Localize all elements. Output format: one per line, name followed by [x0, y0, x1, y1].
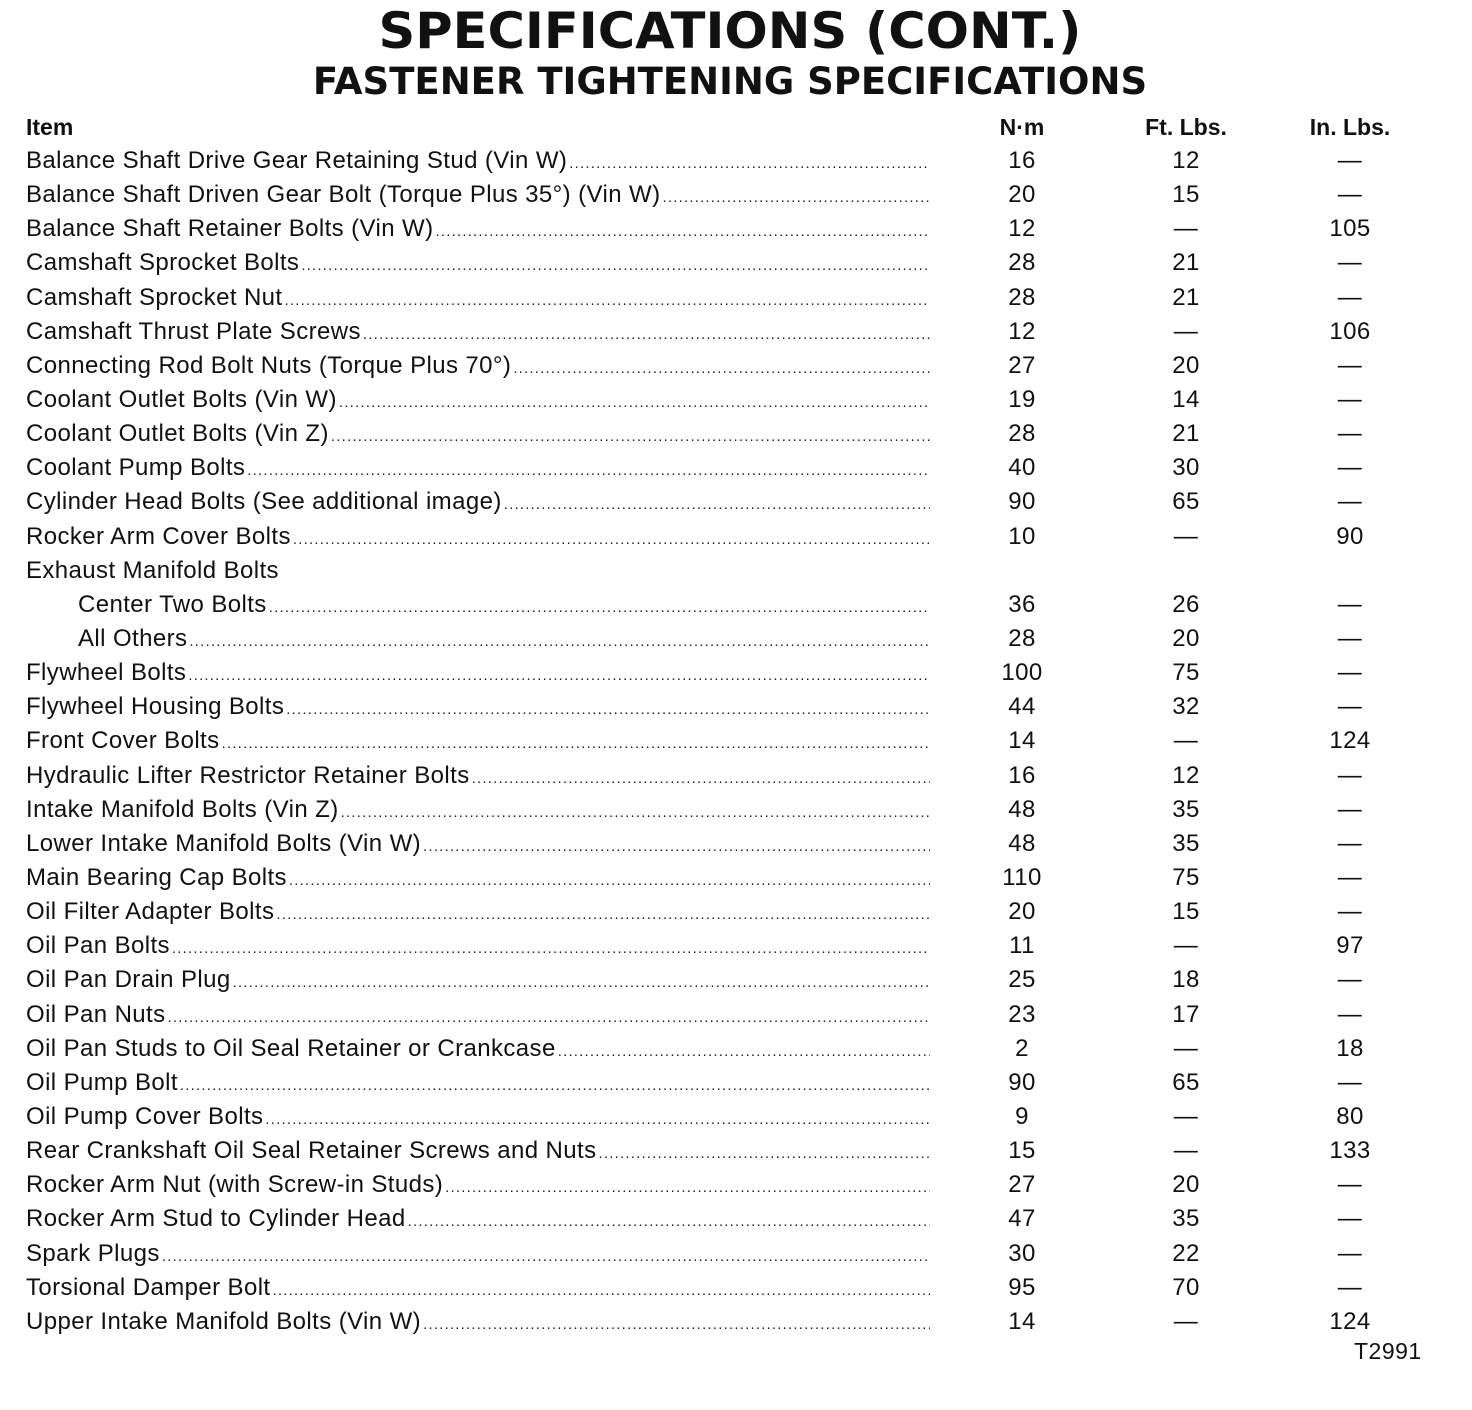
dot-leader: [504, 488, 930, 522]
row-nm: 10: [1008, 522, 1036, 550]
row-nm: 23: [1008, 1000, 1036, 1028]
row-item: Coolant Pump Bolts: [26, 454, 246, 482]
dot-leader: [265, 1103, 930, 1137]
table-row: [0, 451, 1472, 485]
row-in-lbs: —: [1337, 249, 1363, 277]
row-item: Oil Pan Nuts: [26, 1000, 166, 1028]
row-in-lbs: 106: [1329, 317, 1371, 345]
row-ft-lbs: 21: [1172, 249, 1200, 277]
row-in-lbs: 133: [1329, 1137, 1371, 1165]
dot-leader: [408, 1205, 930, 1239]
dot-leader: [233, 966, 930, 1000]
row-in-lbs: —: [1337, 624, 1363, 652]
table-row: [0, 315, 1472, 349]
row-item: Balance Shaft Driven Gear Bolt (Torque Plus 35°) (Vin W): [26, 181, 661, 209]
row-nm: 110: [1002, 863, 1042, 891]
dot-leader: [472, 762, 930, 796]
row-in-lbs: —: [1337, 659, 1363, 687]
row-nm: 27: [1008, 351, 1036, 379]
row-ft-lbs: 32: [1172, 693, 1200, 721]
column-header-item: Item: [26, 114, 74, 140]
row-nm: 12: [1008, 215, 1036, 243]
row-item: Rocker Arm Cover Bolts: [26, 522, 291, 550]
row-in-lbs: —: [1337, 795, 1363, 823]
row-nm: 48: [1008, 829, 1036, 857]
row-in-lbs: —: [1337, 283, 1363, 311]
row-ft-lbs: 75: [1172, 863, 1200, 891]
table-row: [0, 929, 1472, 963]
spec-table: [0, 144, 1472, 1339]
table-row: [0, 1271, 1472, 1305]
row-ft-lbs: 35: [1172, 829, 1200, 857]
row-ft-lbs: 12: [1172, 761, 1200, 789]
row-in-lbs: —: [1337, 863, 1363, 891]
row-item: All Others: [78, 624, 188, 652]
row-in-lbs: —: [1337, 1000, 1363, 1028]
row-item: Oil Pump Cover Bolts: [26, 1102, 264, 1130]
column-header-in-lbs: In. Lbs.: [1309, 114, 1391, 140]
row-ft-lbs: 20: [1172, 351, 1200, 379]
row-nm: 100: [1001, 659, 1043, 687]
row-nm: 14: [1008, 1307, 1036, 1335]
table-row: [0, 349, 1472, 383]
row-nm: 19: [1008, 385, 1036, 413]
row-in-lbs: —: [1337, 1171, 1363, 1199]
row-item: Center Two Bolts: [78, 590, 267, 618]
table-header: [0, 114, 1472, 142]
row-ft-lbs: 35: [1172, 1205, 1200, 1233]
row-nm: 40: [1008, 454, 1036, 482]
row-ft-lbs: —: [1173, 727, 1199, 755]
dot-leader: [222, 727, 930, 761]
row-item: Camshaft Thrust Plate Screws: [26, 317, 361, 345]
row-item: Front Cover Bolts: [26, 727, 220, 755]
row-item: Flywheel Housing Bolts: [26, 693, 285, 721]
row-item: Spark Plugs: [26, 1239, 160, 1267]
table-row: [0, 246, 1472, 280]
row-item: Camshaft Sprocket Bolts: [26, 249, 300, 277]
row-nm: 95: [1008, 1273, 1036, 1301]
row-nm: 44: [1008, 693, 1036, 721]
table-row: [0, 656, 1472, 690]
row-ft-lbs: —: [1173, 1102, 1199, 1130]
dot-leader: [180, 1069, 930, 1103]
row-item: Connecting Rod Bolt Nuts (Torque Plus 70°): [26, 351, 512, 379]
table-row: [0, 827, 1472, 861]
row-ft-lbs: 20: [1172, 624, 1200, 652]
row-ft-lbs: 65: [1172, 488, 1200, 516]
row-item: Hydraulic Lifter Restrictor Retainer Bolts: [26, 761, 470, 789]
row-nm: 90: [1008, 1068, 1036, 1096]
row-in-lbs: 97: [1336, 932, 1364, 960]
table-row: [0, 212, 1472, 246]
row-ft-lbs: 21: [1172, 420, 1200, 448]
dot-leader: [188, 659, 930, 693]
table-row: [0, 144, 1472, 178]
dot-leader: [301, 249, 930, 283]
page-subtitle: FASTENER TIGHTENING SPECIFICATIONS: [312, 60, 1148, 103]
row-ft-lbs: —: [1173, 1307, 1199, 1335]
row-nm: 47: [1008, 1205, 1036, 1233]
row-ft-lbs: 14: [1172, 385, 1200, 413]
table-row: [0, 759, 1472, 793]
row-item: Coolant Outlet Bolts (Vin W): [26, 385, 337, 413]
table-row: [0, 383, 1472, 417]
table-row: [0, 998, 1472, 1032]
row-in-lbs: —: [1337, 351, 1363, 379]
dot-leader: [276, 898, 930, 932]
row-ft-lbs: —: [1173, 215, 1199, 243]
row-in-lbs: —: [1337, 966, 1363, 994]
row-item: Balance Shaft Drive Gear Retaining Stud (Vin W): [26, 147, 568, 174]
row-nm: 25: [1008, 966, 1036, 994]
row-nm: 30: [1008, 1239, 1036, 1267]
dot-leader: [423, 1308, 930, 1342]
row-ft-lbs: —: [1173, 317, 1199, 345]
row-in-lbs: —: [1337, 454, 1363, 482]
table-row: [0, 793, 1472, 827]
dot-leader: [662, 181, 930, 215]
table-row: [0, 622, 1472, 656]
dot-leader: [273, 1274, 931, 1308]
row-in-lbs: —: [1337, 1205, 1363, 1233]
row-item: Torsional Damper Bolt: [26, 1273, 271, 1301]
row-nm: 20: [1008, 181, 1036, 209]
dot-leader: [339, 386, 930, 420]
row-ft-lbs: —: [1173, 1034, 1199, 1062]
row-item: Oil Filter Adapter Bolts: [26, 898, 275, 926]
row-in-lbs: 105: [1329, 215, 1371, 243]
table-row: [0, 1032, 1472, 1066]
table-row: [0, 485, 1472, 519]
row-in-lbs: —: [1337, 761, 1363, 789]
figure-code: T2991: [1354, 1338, 1422, 1364]
dot-leader: [172, 932, 930, 966]
table-row: [0, 690, 1472, 724]
row-in-lbs: —: [1337, 420, 1363, 448]
dot-leader: [341, 796, 930, 830]
row-in-lbs: 124: [1329, 1307, 1371, 1335]
row-item: Balance Shaft Retainer Bolts (Vin W): [26, 215, 434, 243]
row-nm: 12: [1008, 317, 1036, 345]
row-nm: 16: [1008, 761, 1036, 789]
row-nm: 36: [1008, 590, 1036, 618]
row-ft-lbs: 17: [1172, 1000, 1200, 1028]
page-title: SPECIFICATIONS (CONT.): [378, 2, 1082, 60]
table-row: [0, 1100, 1472, 1134]
row-in-lbs: 90: [1336, 522, 1364, 550]
dot-leader: [168, 1001, 930, 1035]
row-nm: 48: [1008, 795, 1036, 823]
dot-leader: [363, 318, 930, 352]
row-nm: 14: [1008, 727, 1036, 755]
row-nm: 16: [1008, 147, 1036, 174]
table-row: [0, 178, 1472, 212]
row-ft-lbs: 30: [1172, 454, 1200, 482]
row-nm: 9: [1015, 1102, 1029, 1130]
table-row: [0, 520, 1472, 554]
dot-leader: [435, 215, 930, 249]
row-in-lbs: —: [1337, 1273, 1363, 1301]
dot-leader: [189, 625, 930, 659]
row-ft-lbs: 21: [1172, 283, 1200, 311]
dot-leader: [569, 147, 930, 181]
row-item: Rear Crankshaft Oil Seal Retainer Screws and Nuts: [26, 1137, 597, 1165]
row-in-lbs: —: [1337, 590, 1363, 618]
row-item: Oil Pump Bolt: [26, 1068, 178, 1096]
row-nm: 90: [1008, 488, 1036, 516]
row-nm: 28: [1008, 283, 1036, 311]
row-in-lbs: —: [1337, 147, 1363, 174]
row-item: Camshaft Sprocket Nut: [26, 283, 283, 311]
row-item: Rocker Arm Stud to Cylinder Head: [26, 1205, 406, 1233]
row-in-lbs: 80: [1336, 1102, 1364, 1130]
dot-leader: [293, 523, 930, 557]
dot-leader: [445, 1171, 930, 1205]
table-row: [0, 1237, 1472, 1271]
row-ft-lbs: —: [1173, 1137, 1199, 1165]
row-ft-lbs: —: [1173, 932, 1199, 960]
dot-leader: [162, 1240, 930, 1274]
row-in-lbs: —: [1337, 898, 1363, 926]
row-in-lbs: —: [1337, 1239, 1363, 1267]
row-ft-lbs: 20: [1172, 1171, 1200, 1199]
dot-leader: [285, 284, 931, 318]
row-nm: 28: [1008, 624, 1036, 652]
table-row: [0, 588, 1472, 622]
row-item: Main Bearing Cap Bolts: [26, 863, 287, 891]
row-in-lbs: 124: [1329, 727, 1371, 755]
row-nm: 20: [1008, 898, 1036, 926]
table-row: [0, 1066, 1472, 1100]
row-item: Rocker Arm Nut (with Screw-in Studs): [26, 1171, 444, 1199]
row-ft-lbs: 12: [1172, 147, 1200, 174]
row-item: Oil Pan Studs to Oil Seal Retainer or Crankcase: [26, 1034, 556, 1062]
row-ft-lbs: 15: [1172, 181, 1200, 209]
row-item: Intake Manifold Bolts (Vin Z): [26, 795, 339, 823]
row-ft-lbs: —: [1173, 522, 1199, 550]
row-item: Oil Pan Drain Plug: [26, 966, 231, 994]
row-nm: 15: [1008, 1137, 1036, 1165]
row-item: Lower Intake Manifold Bolts (Vin W): [26, 829, 422, 857]
table-row: [0, 895, 1472, 929]
column-header-ft-lbs: Ft. Lbs.: [1145, 114, 1227, 140]
row-ft-lbs: 15: [1172, 898, 1200, 926]
dot-leader: [599, 1137, 931, 1171]
row-nm: 27: [1008, 1171, 1036, 1199]
dot-leader: [269, 591, 930, 625]
table-row: [0, 963, 1472, 997]
dot-leader: [558, 1035, 930, 1069]
table-row: [0, 1202, 1472, 1236]
row-item: Coolant Outlet Bolts (Vin Z): [26, 420, 329, 448]
table-row: [0, 1168, 1472, 1202]
row-nm: 2: [1015, 1034, 1029, 1062]
row-ft-lbs: 35: [1172, 795, 1200, 823]
row-item: Cylinder Head Bolts (See additional image): [26, 488, 502, 516]
dot-leader: [513, 352, 930, 386]
row-ft-lbs: 18: [1172, 966, 1200, 994]
row-item: Upper Intake Manifold Bolts (Vin W): [26, 1307, 422, 1335]
row-nm: 11: [1009, 932, 1035, 960]
column-header-nm: N·m: [999, 114, 1045, 140]
row-ft-lbs: 70: [1172, 1273, 1200, 1301]
table-row: [0, 281, 1472, 315]
row-in-lbs: —: [1337, 1068, 1363, 1096]
dot-leader: [423, 830, 930, 864]
dot-leader: [289, 864, 930, 898]
row-in-lbs: 18: [1336, 1034, 1364, 1062]
table-row-group-heading: [0, 554, 1472, 588]
row-nm: 28: [1008, 249, 1036, 277]
dot-leader: [286, 693, 930, 727]
row-item: Exhaust Manifold Bolts: [26, 556, 279, 584]
row-in-lbs: —: [1337, 181, 1363, 209]
row-in-lbs: —: [1337, 693, 1363, 721]
table-row: [0, 724, 1472, 758]
dot-leader: [247, 454, 930, 488]
row-item: Flywheel Bolts: [26, 659, 187, 687]
row-ft-lbs: 22: [1172, 1239, 1200, 1267]
table-row: [0, 1305, 1472, 1339]
row-ft-lbs: 26: [1172, 590, 1200, 618]
table-row: [0, 417, 1472, 451]
row-in-lbs: —: [1337, 385, 1363, 413]
table-row: [0, 861, 1472, 895]
row-ft-lbs: 75: [1172, 659, 1200, 687]
row-in-lbs: —: [1337, 488, 1363, 516]
row-item: Oil Pan Bolts: [26, 932, 170, 960]
dot-leader: [331, 420, 930, 454]
row-in-lbs: —: [1337, 829, 1363, 857]
row-ft-lbs: 65: [1172, 1068, 1200, 1096]
table-row: [0, 1134, 1472, 1168]
row-nm: 28: [1008, 420, 1036, 448]
